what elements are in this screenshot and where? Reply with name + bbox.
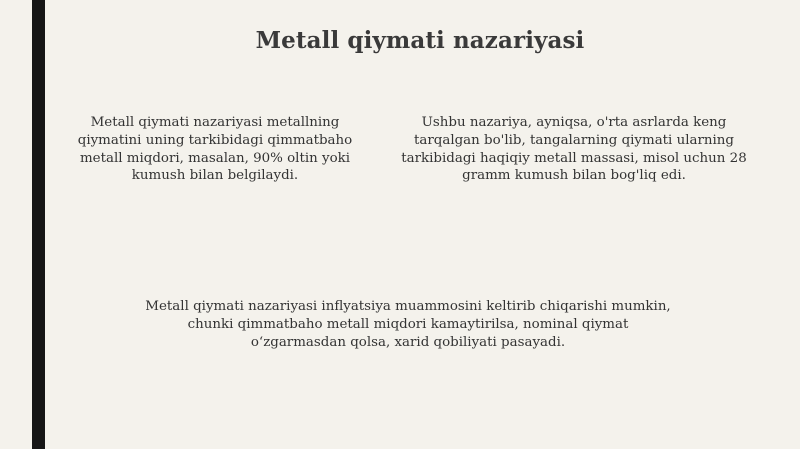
paragraph-inflation: Metall qiymati nazariyasi inflyatsiya muammosini keltirib chiqarishi mumkin, chunki qimmatbaho metall miqdori kamaytirilsa, nominal qiymat o‘zgarmasdan qolsa, xarid qobiliyati pasayadi. [145, 299, 671, 350]
left-accent-bar [32, 0, 45, 449]
paragraph-history: Ushbu nazariya, ayniqsa, o'rta asrlarda keng tarqalgan bo'lib, tangalarning qiymati ularning tarkibidagi haqiqiy metall massasi, misol uchun 28 gramm kumush bilan bog'liq edi. [401, 115, 747, 184]
slide-title: Metall qiymati nazariyasi [255, 27, 585, 54]
paragraph-definition: Metall qiymati nazariyasi metallning qiymatini uning tarkibidagi qimmatbaho metall miqdori, masalan, 90% oltin yoki kumush bilan belgilaydi. [77, 115, 353, 184]
